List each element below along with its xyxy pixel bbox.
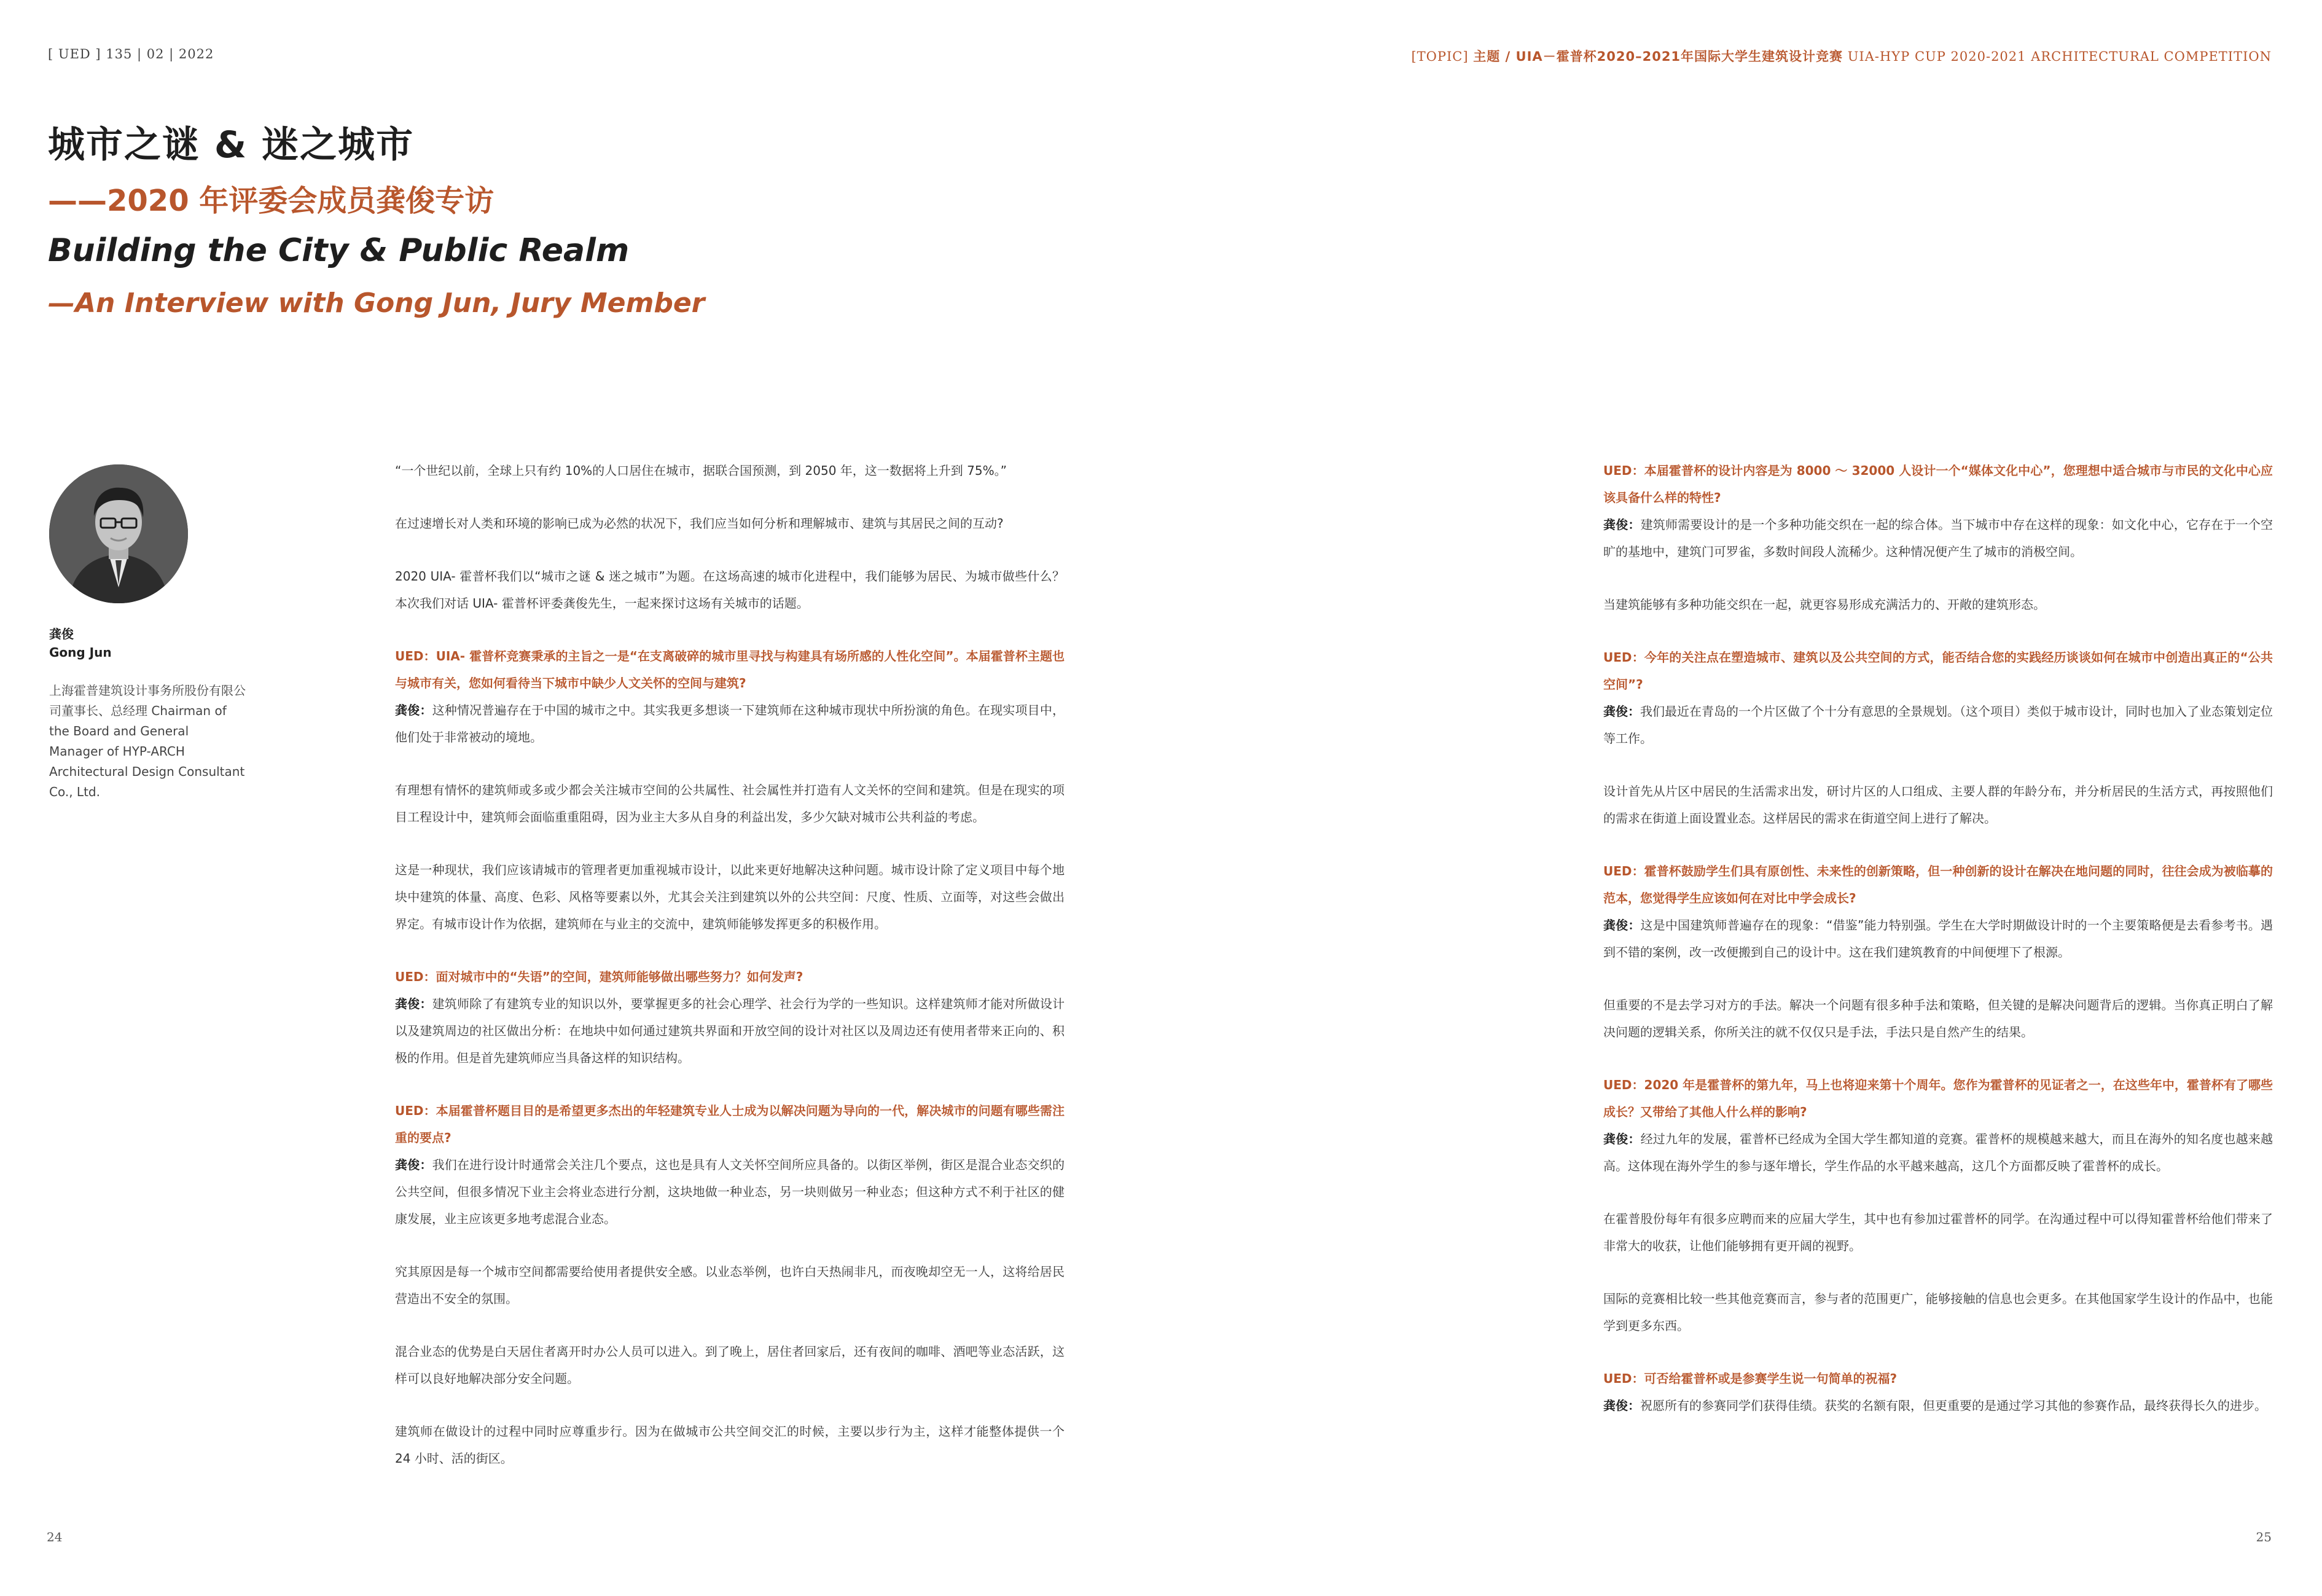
body-paragraph: 设计首先从片区中居民的生活需求出发，研讨片区的人口组成、主要人群的年龄分布，并分析居民的生活方式，再按照他们的需求在街道上面设置业态。这样居民的需求在街道空间上进行了解决。 bbox=[1603, 784, 2273, 826]
answer-text: 我们最近在青岛的一个片区做了个十分有意思的全景规划。（这个项目）类似于城市设计，同时也加入了业态策划定位等工作。 bbox=[1603, 704, 2273, 746]
body-paragraph: 混合业态的优势是白天居住者离开时办公人员可以进入。到了晚上，居住者回家后，还有夜间的咖啡、酒吧等业态活跃，这样可以良好地解决部分安全问题。 bbox=[395, 1344, 1065, 1386]
interview-answer bbox=[395, 1151, 1065, 1232]
header-topic-title: 主题 / UIA－霍普杯2020–2021年国际大学生建筑设计竞赛 bbox=[1473, 49, 1843, 64]
answer-text: 祝愿所有的参赛同学们获得佳绩。获奖的名额有限，但更重要的是通过学习其他的参赛作品，最终获得长久的进步。 bbox=[1640, 1398, 2267, 1413]
answer-speaker: 龚俊： bbox=[1603, 918, 1641, 933]
interview-question: UED：本届霍普杯题目目的是希望更多杰出的年轻建筑专业人士成为以解决问题为导向的一代，解决城市的问题有哪些需注重的要点? bbox=[395, 1103, 1065, 1145]
answer-speaker: 龚俊： bbox=[1603, 517, 1641, 532]
article-title-zh: 城市之谜 & 迷之城市 bbox=[48, 123, 415, 166]
article-subtitle-zh: ——2020 年评委会成员龚俊专访 bbox=[48, 184, 495, 218]
answer-text: 建筑师需要设计的是一个多种功能交织在一起的综合体。当下城市中存在这样的现象：如文化中心，它存在于一个空旷的基地中，建筑门可罗雀，多数时间段人流稀少。这种情况便产生了城市的消极空间。 bbox=[1603, 517, 2273, 559]
interview-answer bbox=[1603, 511, 2273, 565]
interview-question: UED：霍普杯鼓励学生们具有原创性、未来性的创新策略，但一种创新的设计在解决在地问题的同时，往往会成为被临摹的范本，您觉得学生应该如何在对比中学会成长? bbox=[1603, 864, 2273, 906]
page-number-left: 24 bbox=[47, 1530, 63, 1544]
interview-answer bbox=[1603, 1125, 2273, 1179]
answer-text: 这种情况普遍存在于中国的城市之中。其实我更多想谈一下建筑师在这种城市现状中所扮演的角色。在现实项目中，他们处于非常被动的境地。 bbox=[395, 703, 1065, 745]
interview-answer bbox=[1603, 1392, 2273, 1419]
answer-speaker: 龚俊： bbox=[395, 703, 432, 718]
header-topic-tag: [TOPIC] bbox=[1411, 49, 1474, 64]
interview-answer bbox=[1603, 698, 2273, 752]
article-column-right bbox=[1603, 457, 2273, 1445]
interviewee-portrait bbox=[49, 464, 188, 603]
body-paragraph: 在过速增长对人类和环境的影响已成为必然的状况下，我们应当如何分析和理解城市、建筑与其居民之间的互动? bbox=[395, 516, 1004, 531]
body-paragraph: 当建筑能够有多种功能交织在一起，就更容易形成充满活力的、开敞的建筑形态。 bbox=[1603, 597, 2046, 612]
answer-speaker: 龚俊： bbox=[395, 1157, 432, 1172]
interview-answer bbox=[1603, 912, 2273, 966]
answer-speaker: 龚俊： bbox=[1603, 704, 1640, 719]
interview-answer bbox=[395, 697, 1065, 751]
body-paragraph: 这是一种现状，我们应该请城市的管理者更加重视城市设计，以此来更好地解决这种问题。城市设计除了定义项目中每个地块中建筑的体量、高度、色彩、风格等要素以外，尤其会关注到建筑以外的公共空间：尺度、性质、立面等，对这些会做出界定。有城市设计作为依据，建筑师在与业主的交流中，建筑师能够发挥更多的积极作用。 bbox=[395, 863, 1065, 931]
portrait-image bbox=[49, 464, 188, 603]
answer-text: 建筑师除了有建筑专业的知识以外，要掌握更多的社会心理学、社会行为学的一些知识。这样建筑师才能对所做设计以及建筑周边的社区做出分析：在地块中如何通过建筑共界面和开放空间的设计对社区以及周边还有使用者带来正向的、积极的作用。但是首先建筑师应当具备这样的知识结构。 bbox=[395, 996, 1065, 1065]
answer-speaker: 龚俊： bbox=[395, 996, 432, 1011]
body-paragraph: 但重要的不是去学习对方的手法。解决一个问题有很多种手法和策略，但关键的是解决问题背后的逻辑。当你真正明白了解决问题的逻辑关系，你所关注的就不仅仅只是手法，手法只是自然产生的结果。 bbox=[1603, 998, 2273, 1039]
interview-question: UED：今年的关注点在塑造城市、建筑以及公共空间的方式，能否结合您的实践经历谈谈如何在城市中创造出真正的“公共空间”? bbox=[1603, 650, 2273, 692]
body-paragraph: 在霍普股份每年有很多应聘而来的应届大学生，其中也有参加过霍普杯的同学。在沟通过程中可以得知霍普杯给他们带来了非常大的收获，让他们能够拥有更开阔的视野。 bbox=[1603, 1211, 2273, 1253]
answer-text: 我们在进行设计时通常会关注几个要点，这也是具有人文关怀空间所应具备的。以街区举例，街区是混合业态交织的公共空间，但很多情况下业主会将业态进行分割，这块地做一种业态，另一块则做另一种业态；但这种方式不利于社区的健康发展，业主应该更多地考虑混合业态。 bbox=[395, 1157, 1065, 1226]
answer-text: 这是中国建筑师普遍存在的现象：“借鉴”能力特别强。学生在大学时期做设计时的一个主要策略便是去看参考书。遇到不错的案例，改一改便搬到自己的设计中。这在我们建筑教育的中间便埋下了根源。 bbox=[1603, 918, 2273, 960]
running-header-right bbox=[1411, 47, 2272, 65]
answer-text: 经过九年的发展，霍普杯已经成为全国大学生都知道的竞赛。霍普杯的规模越来越大，而且在海外的知名度也越来越高。这体现在海外学生的参与逐年增长，学生作品的水平越来越高，这几个方面都反映了霍普杯的成长。 bbox=[1603, 1132, 2273, 1173]
article-subtitle-en: —An Interview with Gong Jun, Jury Member bbox=[48, 288, 705, 319]
interview-question: UED：UIA- 霍普杯竞赛秉承的主旨之一是“在支离破碎的城市里寻找与构建具有场所感的人性化空间”。本届霍普杯主题也与城市有关，您如何看待当下城市中缺少人文关怀的空间与建筑? bbox=[395, 649, 1065, 690]
article-column-left bbox=[395, 457, 1065, 1498]
body-paragraph: 2020 UIA- 霍普杯我们以“城市之谜 & 迷之城市”为题。在这场高速的城市化进程中，我们能够为居民、为城市做些什么？本次我们对话 UIA- 霍普杯评委龚俊先生，一起来探讨这场有关城市的话题。 bbox=[395, 569, 1065, 611]
interview-question: UED：2020 年是霍普杯的第九年，马上也将迎来第十个周年。您作为霍普杯的见证者之一，在这些年中，霍普杯有了哪些成长？又带给了其他人什么样的影响? bbox=[1603, 1078, 2273, 1119]
header-competition-name: UIA-HYP CUP 2020-2021 ARCHITECTURAL COMPETITION bbox=[1843, 49, 2272, 64]
running-header-left: [ UED ] 135 | 02 | 2022 bbox=[48, 47, 214, 61]
interview-question: UED：可否给霍普杯或是参赛学生说一句简单的祝福? bbox=[1603, 1371, 1898, 1386]
body-paragraph: “一个世纪以前，全球上只有约 10%的人口居住在城市，据联合国预测，到 2050 年，这一数据将上升到 75%。” bbox=[395, 463, 1007, 478]
body-paragraph: 国际的竞赛相比较一些其他竞赛而言，参与者的范围更广，能够接触的信息也会更多。在其他国家学生设计的作品中，也能学到更多东西。 bbox=[1603, 1291, 2273, 1333]
article-title-en: Building the City & Public Realm bbox=[48, 232, 630, 269]
interview-answer bbox=[395, 990, 1065, 1071]
page-number-right: 25 bbox=[2256, 1530, 2272, 1544]
body-paragraph: 究其原因是每一个城市空间都需要给使用者提供安全感。以业态举例，也许白天热闹非凡，而夜晚却空无一人，这将给居民营造出不安全的氛围。 bbox=[395, 1264, 1065, 1306]
interviewee-name-en: Gong Jun bbox=[49, 645, 112, 660]
interviewee-bio: 上海霍普建筑设计事务所股份有限公司董事长、总经理 Chairman of the Board and General Manager of HYP-ARCH Architectural Design Consultant Co., Ltd. bbox=[49, 683, 246, 799]
interview-question: UED：面对城市中的“失语”的空间，建筑师能够做出哪些努力？如何发声? bbox=[395, 969, 803, 984]
body-paragraph: 有理想有情怀的建筑师或多或少都会关注城市空间的公共属性、社会属性并打造有人文关怀的空间和建筑。但是在现实的项目工程设计中，建筑师会面临重重阻碍，因为业主大多从自身的利益出发，多少欠缺对城市公共利益的考虑。 bbox=[395, 783, 1065, 824]
interviewee-name-zh: 龚俊 bbox=[49, 627, 74, 641]
body-paragraph: 建筑师在做设计的过程中同时应尊重步行。因为在做城市公共空间交汇的时候，主要以步行为主，这样才能整体提供一个 24 小时、活的街区。 bbox=[395, 1424, 1065, 1466]
answer-speaker: 龚俊： bbox=[1603, 1398, 1640, 1413]
answer-speaker: 龚俊： bbox=[1603, 1132, 1641, 1146]
interview-question: UED：本届霍普杯的设计内容是为 8000 ～ 32000 人设计一个“媒体文化中心”，您理想中适合城市与市民的文化中心应该具备什么样的特性? bbox=[1603, 463, 2273, 505]
